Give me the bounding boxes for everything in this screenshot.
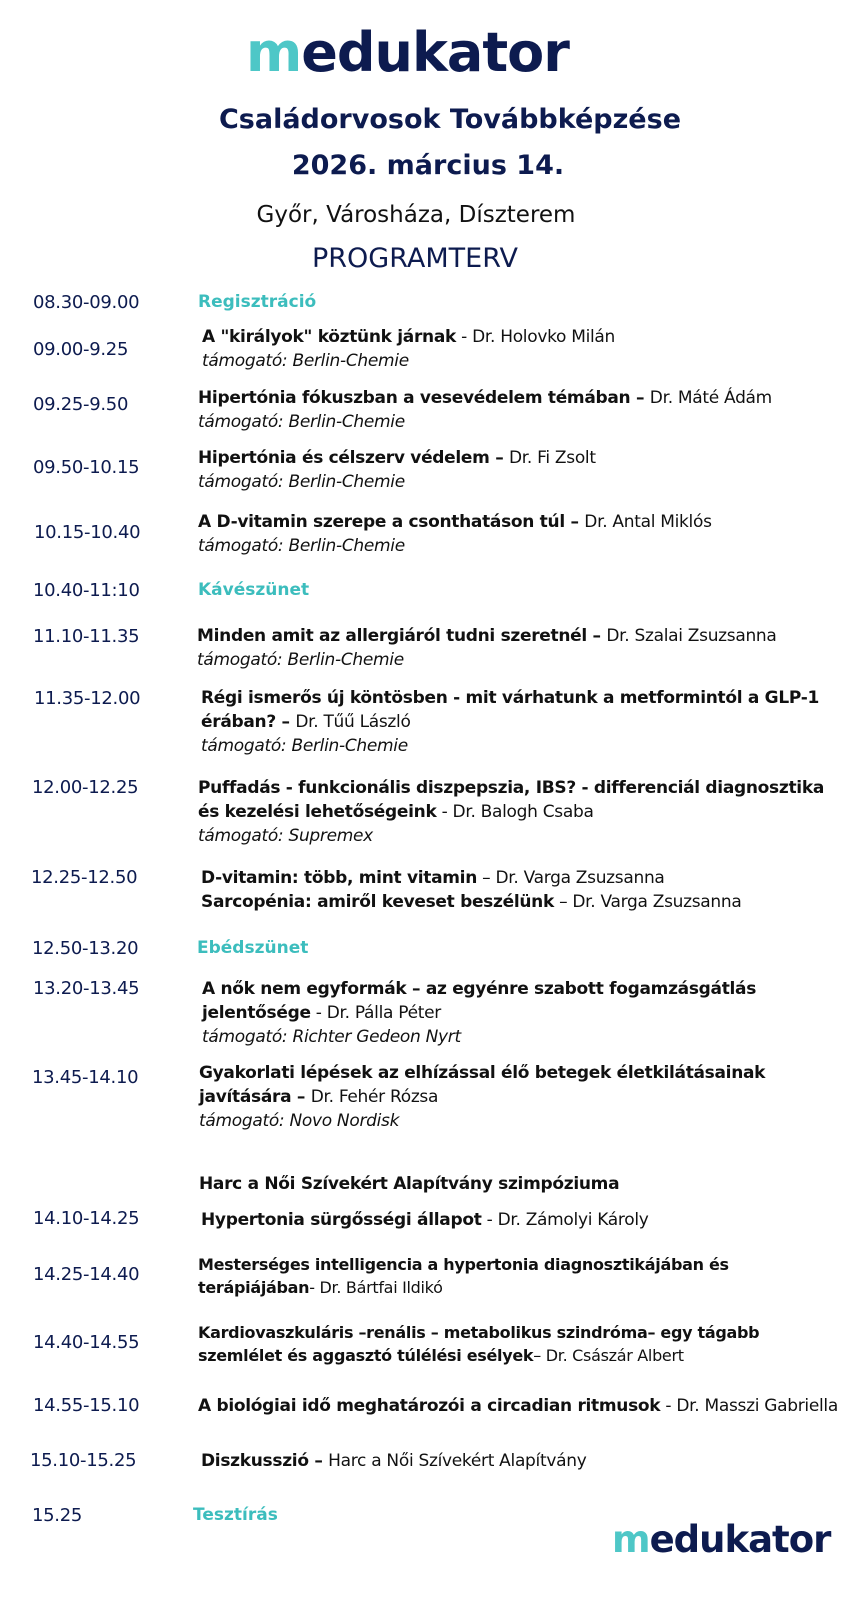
talk-entry [202, 977, 756, 1049]
time-slot: 09.00-9.25 [33, 339, 129, 360]
speaker: Dr. Balogh Csaba [452, 802, 594, 822]
break-label: Tesztírás [193, 1505, 278, 1525]
time-slot: 15.10-15.25 [30, 1450, 137, 1471]
talk-title: Kardiovaszkuláris –renális – metabolikus szindróma– egy tágabb [198, 1323, 760, 1342]
talk-title-cont: szemlélet és aggasztó túlélési esélyek [198, 1346, 534, 1365]
program-heading: PROGRAMTERV [312, 243, 518, 274]
talk-title: Diszkusszió – [201, 1451, 329, 1471]
time-slot: 15.25 [32, 1505, 83, 1526]
separator: - [660, 1396, 677, 1416]
talk-title-cont: érában? – [201, 712, 296, 732]
event-venue: Győr, Városháza, Díszterem [256, 202, 576, 228]
talk-title-cont: és kezelési lehetőségeink [198, 802, 437, 822]
time-slot: 09.50-10.15 [33, 457, 140, 478]
time-slot: 09.25-9.50 [33, 394, 129, 415]
talk-title: A nők nem egyformák – az egyénre szabott fogamzásgátlás [202, 979, 757, 999]
talk-title: Hypertonia sürgősségi állapot [201, 1210, 482, 1230]
speaker: Dr. Máté Ádám [649, 388, 772, 408]
logo-m: m [246, 21, 302, 84]
logo-m: m [612, 1518, 650, 1561]
time-slot: 12.25-12.50 [31, 867, 138, 888]
speaker: Harc a Női Szívekért Alapítvány [328, 1451, 587, 1471]
talk-entry [198, 1394, 838, 1418]
break-label: Kávészünet [198, 580, 310, 600]
talk-entry [197, 624, 777, 672]
separator: - [309, 1278, 320, 1297]
talk-title-cont: javítására – [199, 1087, 311, 1107]
talk-entry [201, 1208, 649, 1232]
sponsor: támogató: Supremex [198, 826, 373, 846]
time-slot: 13.45-14.10 [32, 1067, 139, 1088]
speaker: Dr. Tűű László [295, 712, 411, 732]
talk-title: Hipertónia fókuszban a vesevédelem témában – [198, 388, 650, 408]
time-slot: 14.40-14.55 [33, 1332, 140, 1353]
speaker: Dr. Szalai Zsuzsanna [606, 626, 777, 646]
talk-title: Sarcopénia: amiről keveset beszélünk [201, 892, 554, 912]
sponsor: támogató: Richter Gedeon Nyrt [202, 1027, 461, 1047]
talk-entry [198, 1253, 729, 1299]
talk-title: Mesterséges intelligencia a hypertonia diagnosztikájában és [198, 1255, 729, 1274]
time-slot: 08.30-09.00 [33, 292, 140, 313]
time-slot: 10.40-11:10 [33, 580, 140, 601]
talk-title: A "királyok" köztünk járnak [202, 327, 457, 347]
talk-title-cont: jelentősége [202, 1003, 311, 1023]
speaker: Dr. Holovko Milán [472, 327, 616, 347]
talk-entry [201, 686, 819, 758]
speaker: Dr. Varga Zsuzsanna [495, 868, 665, 888]
separator: - [481, 1210, 498, 1230]
speaker: Dr. Bártfai Ildikó [319, 1278, 443, 1297]
talk-entry [198, 776, 824, 848]
talk-title: Minden amit az allergiáról tudni szeretnél – [197, 626, 607, 646]
talk-title-cont: terápiájában [198, 1278, 310, 1297]
logo-text: edukator [649, 1518, 831, 1561]
talk-entry [198, 386, 772, 434]
talk-entry [201, 866, 742, 914]
time-slot: 12.50-13.20 [32, 938, 139, 959]
time-slot: 14.25-14.40 [33, 1264, 140, 1285]
time-slot: 13.20-13.45 [33, 978, 140, 999]
speaker: Dr. Császár Albert [545, 1346, 684, 1365]
break-label: Regisztráció [198, 292, 317, 312]
separator: - [456, 327, 473, 347]
separator: – [477, 868, 496, 888]
logo-text: edukator [301, 21, 569, 84]
separator: - [310, 1003, 327, 1023]
speaker: Dr. Pálla Péter [326, 1003, 441, 1023]
speaker: Dr. Zámolyi Károly [497, 1210, 649, 1230]
talk-title: Gyakorlati lépések az elhízással élő betegek életkilátásainak [199, 1063, 766, 1083]
sponsor: támogató: Berlin-Chemie [202, 351, 409, 371]
speaker: Dr. Antal Miklós [584, 512, 712, 532]
medukator-logo-top [246, 22, 569, 84]
symposium-heading [199, 1172, 619, 1196]
speaker: Dr. Varga Zsuzsanna [572, 892, 742, 912]
speaker: Dr. Fehér Rózsa [310, 1087, 439, 1107]
sponsor: támogató: Berlin-Chemie [201, 736, 408, 756]
medukator-logo-bottom [612, 1518, 830, 1562]
talk-title: A D-vitamin szerepe a csonthatáson túl – [198, 512, 585, 532]
sponsor: támogató: Berlin-Chemie [197, 650, 404, 670]
separator: - [436, 802, 453, 822]
talk-entry [198, 1321, 759, 1367]
speaker: Dr. Masszi Gabriella [676, 1396, 838, 1416]
event-title: Családorvosok Továbbképzése [218, 104, 682, 135]
talk-entry [201, 1449, 586, 1473]
talk-entry [199, 1061, 765, 1133]
time-slot: 10.15-10.40 [34, 522, 141, 543]
talk-title: A biológiai idő meghatározói a circadian ritmusok [198, 1396, 661, 1416]
sponsor: támogató: Novo Nordisk [199, 1111, 400, 1131]
break-label: Ebédszünet [197, 938, 309, 958]
time-slot: 14.55-15.10 [33, 1395, 140, 1416]
symposium-title: Harc a Női Szívekért Alapítvány szimpóziuma [199, 1174, 620, 1194]
sponsor: támogató: Berlin-Chemie [198, 536, 405, 556]
talk-entry [198, 510, 712, 558]
talk-title: Puffadás - funkcionális diszpepszia, IBS? - differenciál diagnosztika [198, 778, 824, 798]
separator: – [533, 1346, 546, 1365]
talk-title: Régi ismerős új köntösben - mit várhatunk a metformintól a GLP-1 [201, 688, 820, 708]
sponsor: támogató: Berlin-Chemie [198, 472, 405, 492]
sponsor: támogató: Berlin-Chemie [198, 412, 405, 432]
time-slot: 14.10-14.25 [33, 1208, 140, 1229]
talk-title: Hipertónia és célszerv védelem – [198, 448, 510, 468]
talk-title: D-vitamin: több, mint vitamin [201, 868, 478, 888]
talk-entry [198, 446, 596, 494]
event-date: 2026. március 14. [291, 150, 565, 181]
separator: – [553, 892, 573, 912]
time-slot: 11.35-12.00 [34, 688, 141, 709]
time-slot: 12.00-12.25 [32, 777, 139, 798]
speaker: Dr. Fi Zsolt [509, 448, 596, 468]
talk-entry [202, 325, 615, 373]
time-slot: 11.10-11.35 [33, 626, 140, 647]
